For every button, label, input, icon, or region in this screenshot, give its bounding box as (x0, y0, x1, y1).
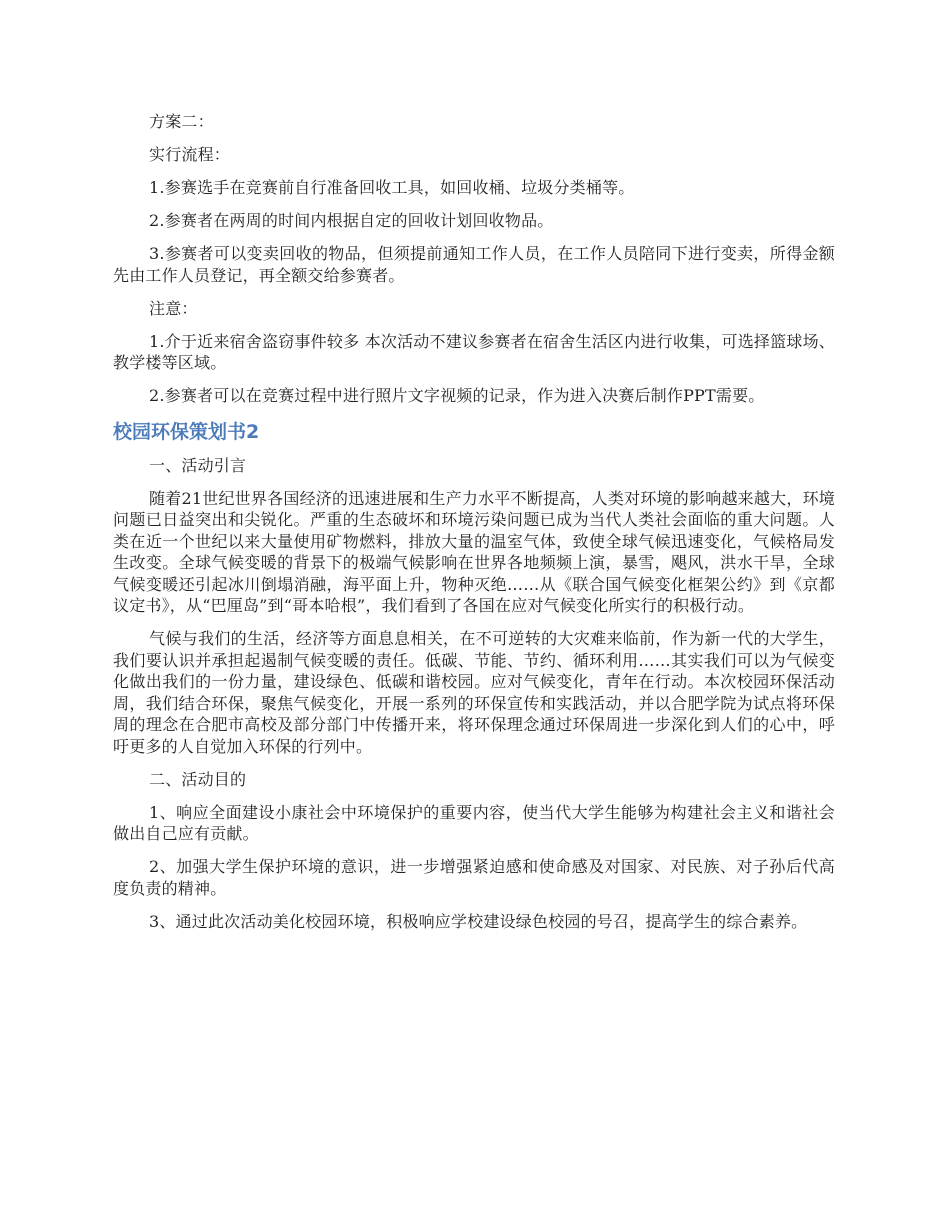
paragraph-purpose-title: 二、活动目的 (149, 769, 247, 789)
paragraph-intro-body-1: 随着21世纪世界各国经济的迅速进展和生产力水平不断提高，人类对环境的影响越来越大，环境问题已日益突出和尖锐化。严重的生态破坏和环境污染问题已成为当代人类社会面临的重大问题。人类在近一个世纪以来大量使用矿物燃料，排放大量的温室气体，致使全球气候迅速变化，气候格局发生改变。全球气候变暖的背景下的极端气候影响在世界各地频频上演，暴雪，飓风，洪水干旱，全球气候变暖还引起冰川倒塌消融，海平面上升，物种灭绝……从《联合国气候变化框架公约》到《京都议定书》，从“巴厘岛”到“哥本哈根”，我们看到了各国在应对气候变化所实行的积极行动。 (113, 488, 835, 615)
paragraph-note-1: 1.介于近来宿舍盗窃事件较多 本次活动不建议参赛者在宿舍生活区内进行收集，可选择篮球场、教学楼等区域。 (113, 331, 835, 372)
paragraph-notes-title: 注意： (149, 298, 198, 318)
paragraph-process-step-1: 1.参赛选手在竞赛前自行准备回收工具，如回收桶、垃圾分类桶等。 (149, 178, 635, 197)
paragraph-process-title: 实行流程： (149, 145, 231, 164)
paragraph-purpose-3: 3、通过此次活动美化校园环境，积极响应学校建设绿色校园的号召，提高学生的综合素养。 (149, 911, 808, 931)
paragraph-process-step-3: 3.参赛者可以变卖回收的物品，但须提前通知工作人员，在工作人员陪同下进行变卖，所得金额先由工作人员登记，再全额交给参赛者。 (113, 244, 835, 285)
paragraph-intro-body-2: 气候与我们的生活，经济等方面息息相关，在不可逆转的大灾难来临前，作为新一代的大学生，我们要认识并承担起遏制气候变暖的责任。低碳、节能、节约、循环利用……其实我们可以为气候变化做出我们的一份力量，建设绿色、低碳和谐校园。应对气候变化，青年在行动。本次校园环保活动周，我们结合环保，聚焦气候变化，开展一系列的环保宣传和实践活动，并以合肥学院为试点将环保周的理念在合肥市高校及部分部门中传播开来，将环保理念通过环保周进一步深化到人们的心中，呼吁更多的人自觉加入环保的行列中。 (113, 629, 835, 756)
paragraph-intro-title: 一、活动引言 (149, 455, 247, 475)
paragraph-purpose-2: 2、加强大学生保护环境的意识，进一步增强紧迫感和使命感及对国家、对民族、对子孙后代高度负责的精神。 (113, 857, 835, 898)
section-heading: 校园环保策划书2 (113, 420, 260, 443)
paragraph-note-2: 2.参赛者可以在竞赛过程中进行照片文字视频的记录，作为进入决赛后制作PPT需要。 (149, 386, 765, 405)
paragraph-plan-two: 方案二： (149, 112, 214, 131)
paragraph-purpose-1: 1、响应全面建设小康社会中环境保护的重要内容，使当代大学生能够为构建社会主义和谐社会做出自己应有贡献。 (113, 802, 835, 843)
document-body (113, 111, 835, 944)
paragraph-process-step-2: 2.参赛者在两周的时间内根据自定的回收计划回收物品。 (149, 211, 554, 230)
